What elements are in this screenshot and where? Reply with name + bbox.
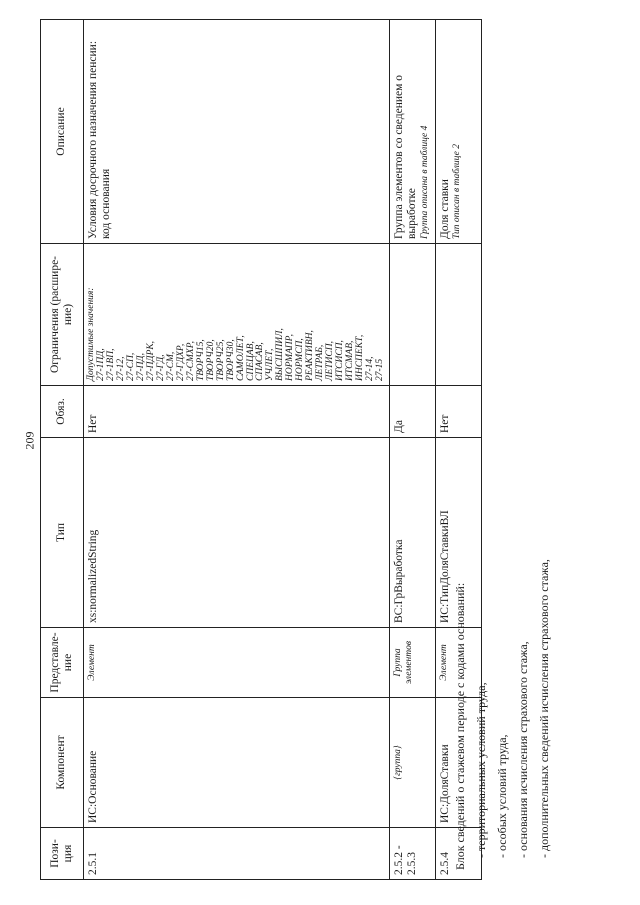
allowed-value: НОРМАПР,	[285, 334, 296, 381]
allowed-value: 27-ГДХР,	[175, 343, 186, 381]
allowed-value: ИТСИСП,	[335, 340, 346, 381]
description-note: Тип описан в таблице 2	[452, 144, 463, 239]
allowed-value: ТВОРЧ15,	[195, 339, 206, 381]
cell-required: Нет	[436, 386, 482, 438]
allowed-value: САМОЛЕТ,	[235, 335, 246, 381]
cell-description: Условия досрочного назначения пенсии: код основания	[84, 20, 390, 244]
description-note: Группа описана в таблице 4	[419, 125, 430, 239]
allowed-value: 27-СМХР,	[185, 340, 196, 381]
note-bullet: - особых условий труда,	[495, 734, 509, 858]
allowed-value: ВЫСШПИЛ,	[275, 328, 286, 381]
cell-restrictions	[84, 244, 390, 386]
allowed-value: ЛЕТИСП,	[325, 341, 336, 381]
allowed-value: УЧЛЕТ,	[265, 348, 276, 381]
allowed-value: ТВОРЧ30,	[225, 339, 236, 381]
notes-intro: Блок сведений о стажевом периоде с кодами оснований:	[453, 582, 467, 870]
allowed-value: 27-СП,	[125, 352, 136, 381]
cell-position: 2.5.4	[436, 828, 482, 880]
allowed-values-title: Допустимые значения:	[86, 287, 96, 381]
cell-component: ИС:Основание	[84, 698, 390, 828]
rotated-page-content	[40, 20, 630, 880]
allowed-value: ИТСМАВ,	[345, 340, 356, 381]
description-text: Доля ставки	[439, 179, 452, 239]
table-row	[84, 20, 390, 880]
header-representation: Представле-ние	[41, 628, 84, 698]
table-header-row	[41, 20, 84, 880]
cell-representation: Группа элементов	[390, 628, 436, 698]
note-bullet: - основания исчисления страхового стажа,	[516, 641, 530, 858]
cell-component: {группа}	[390, 698, 436, 828]
cell-representation: Элемент	[436, 628, 482, 698]
allowed-values-list	[97, 248, 386, 381]
allowed-value: 27-ПДРК,	[145, 340, 156, 381]
cell-required: Да	[390, 386, 436, 438]
table-row	[390, 20, 436, 880]
notes-block	[450, 30, 555, 870]
cell-type: ВС:ГрВыработка	[390, 438, 436, 628]
allowed-value: ЛЕТРАБ,	[315, 344, 326, 381]
allowed-value: 27-12,	[115, 356, 126, 381]
allowed-value: 27-СМ,	[165, 351, 176, 381]
header-type: Тип	[41, 438, 84, 628]
note-bullet: - дополнительных сведений исчисления страхового стажа,	[537, 559, 551, 858]
allowed-value: ИНСПЕКТ,	[355, 334, 366, 381]
component-table	[40, 19, 482, 880]
cell-type: xs:normalizedString	[84, 438, 390, 628]
allowed-value: 27-ГД,	[155, 354, 166, 381]
cell-restrictions	[390, 244, 436, 386]
allowed-value: 27-ПД,	[135, 353, 146, 381]
header-restrictions: Ограничения (расшире-ние)	[41, 244, 84, 386]
header-component: Компонент	[41, 698, 84, 828]
allowed-value: НОРМСП,	[295, 338, 306, 381]
allowed-value: ТВОРЧ25,	[215, 339, 226, 381]
note-bullet: - территориальных условий труда,	[474, 682, 488, 858]
cell-position: 2.5.1	[84, 828, 390, 880]
cell-position: 2.5.2 - 2.5.3	[390, 828, 436, 880]
allowed-value: 27-15	[375, 358, 386, 381]
description-text: Группа элементов со сведением о выработке	[393, 74, 419, 239]
header-required: Обяз.	[41, 386, 84, 438]
allowed-value: СПАСАВ,	[255, 342, 266, 381]
allowed-value: 27-14,	[365, 356, 376, 381]
allowed-value: 27-1ПД,	[95, 348, 106, 381]
allowed-value: 27-1ВП,	[105, 348, 116, 381]
header-description: Описание	[41, 20, 84, 244]
page-number: 209	[22, 431, 37, 450]
allowed-value: РЕАКТИВН,	[305, 330, 316, 381]
cell-description	[390, 20, 436, 244]
cell-required: Нет	[84, 386, 390, 438]
allowed-value: ТВОРЧ20,	[205, 339, 216, 381]
allowed-value: СПЕЦАВ,	[245, 341, 256, 381]
cell-component: ИС:ДоляСтавки	[436, 698, 482, 828]
cell-type: ИС:ТипДоляСтавкиВЛ	[436, 438, 482, 628]
header-position: Пози-ция	[41, 828, 84, 880]
cell-representation: Элемент	[84, 628, 390, 698]
